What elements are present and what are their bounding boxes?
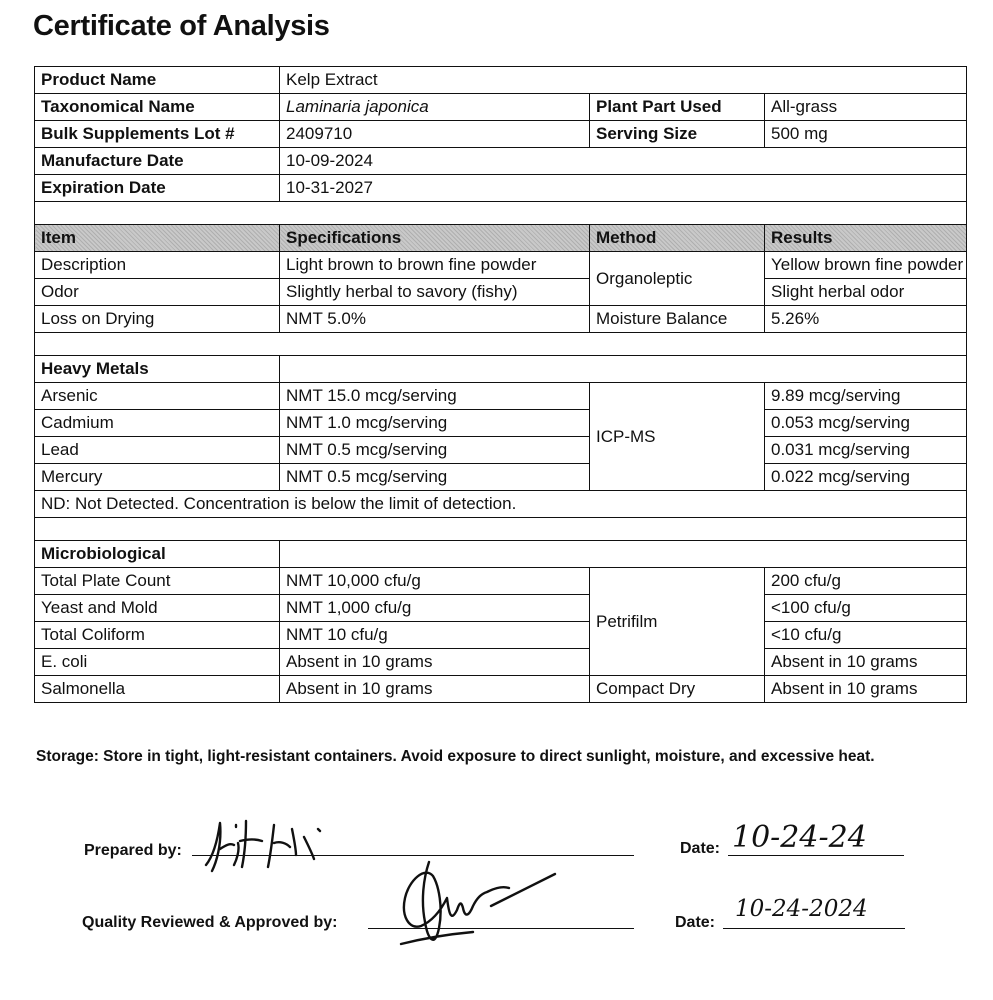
lot-value: 2409710 [280, 121, 590, 148]
lot-label: Bulk Supplements Lot # [35, 121, 280, 148]
description-label: Description [35, 252, 280, 279]
heavy-metals-heading: Heavy Metals [35, 356, 280, 383]
table-row [35, 252, 967, 279]
lod-method: Moisture Balance [590, 306, 765, 333]
serving-size-value: 500 mg [765, 121, 967, 148]
tpc-label: Total Plate Count [35, 568, 280, 595]
description-result: Yellow brown fine powder [765, 252, 967, 279]
approved-date-value: 10-24-2024 [735, 896, 868, 922]
petrifilm-method: Petrifilm [590, 568, 765, 676]
coliform-spec: NMT 10 cfu/g [280, 622, 590, 649]
prepared-date-value: 10-24-24 [732, 820, 867, 855]
compact-dry-method: Compact Dry [590, 676, 765, 703]
salmonella-result: Absent in 10 grams [765, 676, 967, 703]
lead-label: Lead [35, 437, 280, 464]
arsenic-label: Arsenic [35, 383, 280, 410]
prepared-date-label: Date: [680, 840, 721, 857]
table-row [35, 649, 967, 676]
storage-note: Storage: Store in tight, light-resistant containers. Avoid exposure to direct sunlight, moisture, and excessive heat. [36, 748, 875, 765]
approved-by-label: Quality Reviewed & Approved by: [82, 914, 338, 931]
coliform-label: Total Coliform [35, 622, 280, 649]
ecoli-result: Absent in 10 grams [765, 649, 967, 676]
mercury-result: 0.022 mcg/serving [765, 464, 967, 491]
heavy-metals-method: ICP-MS [590, 383, 765, 491]
table-row [35, 383, 967, 410]
plant-part-value: All-grass [765, 94, 967, 121]
tpc-result: 200 cfu/g [765, 568, 967, 595]
salmonella-label: Salmonella [35, 676, 280, 703]
expiration-date-label: Expiration Date [35, 175, 280, 202]
table-row [35, 595, 967, 622]
spacer-row [35, 202, 967, 225]
lod-spec: NMT 5.0% [280, 306, 590, 333]
lod-label: Loss on Drying [35, 306, 280, 333]
mercury-spec: NMT 0.5 mcg/serving [280, 464, 590, 491]
ecoli-spec: Absent in 10 grams [280, 649, 590, 676]
table-row [35, 410, 967, 437]
product-name-value: Kelp Extract [280, 67, 967, 94]
table-row [35, 464, 967, 491]
salmonella-spec: Absent in 10 grams [280, 676, 590, 703]
odor-label: Odor [35, 279, 280, 306]
header-item: Item [35, 225, 280, 252]
yeast-mold-spec: NMT 1,000 cfu/g [280, 595, 590, 622]
lead-spec: NMT 0.5 mcg/serving [280, 437, 590, 464]
table-row [35, 175, 967, 202]
tpc-spec: NMT 10,000 cfu/g [280, 568, 590, 595]
manufacture-date-value: 10-09-2024 [280, 148, 967, 175]
approved-date-label: Date: [675, 914, 716, 931]
lod-result: 5.26% [765, 306, 967, 333]
table-row [35, 568, 967, 595]
spacer-row [35, 518, 967, 541]
table-row [35, 279, 967, 306]
cadmium-label: Cadmium [35, 410, 280, 437]
microbiological-heading: Microbiological [35, 541, 280, 568]
lead-result: 0.031 mcg/serving [765, 437, 967, 464]
table-row [35, 437, 967, 464]
mercury-label: Mercury [35, 464, 280, 491]
table-row [35, 541, 967, 568]
nd-note: ND: Not Detected. Concentration is below the limit of detection. [35, 491, 967, 518]
table-row [35, 148, 967, 175]
cadmium-spec: NMT 1.0 mcg/serving [280, 410, 590, 437]
table-row [35, 622, 967, 649]
table-row [35, 306, 967, 333]
table-row [35, 676, 967, 703]
table-row [35, 94, 967, 121]
description-method: Organoleptic [590, 252, 765, 306]
arsenic-spec: NMT 15.0 mcg/serving [280, 383, 590, 410]
approved-date-line [723, 928, 905, 929]
table-row [35, 491, 967, 518]
prepared-by-label: Prepared by: [84, 842, 182, 859]
spacer-row [35, 333, 967, 356]
cadmium-result: 0.053 mcg/serving [765, 410, 967, 437]
serving-size-label: Serving Size [590, 121, 765, 148]
prepared-date-line [728, 855, 904, 856]
column-header-row [35, 225, 967, 252]
odor-result: Slight herbal odor [765, 279, 967, 306]
coliform-result: <10 cfu/g [765, 622, 967, 649]
yeast-mold-label: Yeast and Mold [35, 595, 280, 622]
document-title: Certificate of Analysis [33, 10, 330, 42]
approved-signature [395, 858, 565, 953]
arsenic-result: 9.89 mcg/serving [765, 383, 967, 410]
table-row [35, 121, 967, 148]
header-method: Method [590, 225, 765, 252]
taxonomical-name-value: Laminaria japonica [280, 94, 590, 121]
manufacture-date-label: Manufacture Date [35, 148, 280, 175]
header-specifications: Specifications [280, 225, 590, 252]
odor-spec: Slightly herbal to savory (fishy) [280, 279, 590, 306]
table-row [35, 67, 967, 94]
expiration-date-value: 10-31-2027 [280, 175, 967, 202]
yeast-mold-result: <100 cfu/g [765, 595, 967, 622]
description-spec: Light brown to brown fine powder [280, 252, 590, 279]
prepared-signature [200, 815, 350, 875]
product-name-label: Product Name [35, 67, 280, 94]
table-row [35, 356, 967, 383]
plant-part-label: Plant Part Used [590, 94, 765, 121]
taxonomical-name-label: Taxonomical Name [35, 94, 280, 121]
ecoli-label: E. coli [35, 649, 280, 676]
header-results: Results [765, 225, 967, 252]
coa-table [34, 66, 967, 703]
